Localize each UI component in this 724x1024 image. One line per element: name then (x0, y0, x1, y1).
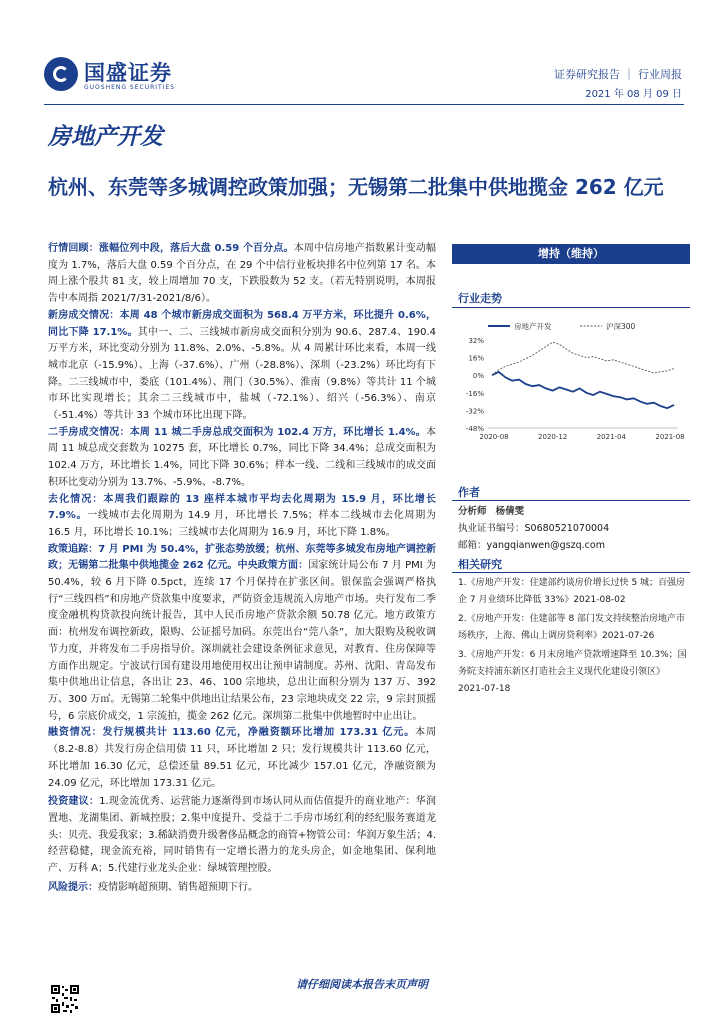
analyst-name: 杨倩雯 (495, 506, 525, 517)
legend-label: 房地产开发 (514, 322, 552, 331)
report-headline: 杭州、东莞等多城调控政策加强；无锡第二批集中供地揽金 262 亿元 (48, 175, 664, 199)
paragraph (48, 880, 436, 897)
report-type: 证券研究报告 ｜ 行业周报 (554, 68, 682, 81)
related-research-list (458, 575, 690, 700)
paragraph (48, 725, 436, 792)
analyst-label: 分析师 (458, 506, 487, 517)
paragraph (48, 425, 436, 492)
email-link[interactable]: yangqianwen@gszq.com (486, 540, 605, 551)
related-item[interactable]: 1.《房地产开发：住建部约谈房价增长过快 5 城；百强房企 7 月业绩环比降低 33%》2021-08-02 (458, 578, 686, 605)
authors-block (458, 503, 688, 554)
company-logo (44, 57, 194, 97)
paragraph-lead: 本周我们跟踪的 13 座样本城市平均去化周期为 15.9 月，环比增长 7.9%。 (48, 493, 437, 522)
company-name-cn: 国盛证券 (84, 61, 172, 85)
y-tick-label: -48% (465, 425, 484, 433)
paragraph (48, 308, 436, 425)
paragraph-lead: 7 月 PMI 为 50.4%，扩张态势放缓；杭州、东莞等多城发布房地产调控新政；无锡第二批集中供地揽金 262 亿元。中央政策方面： (48, 543, 436, 572)
paragraph-label: 政策追踪： (48, 543, 99, 555)
paragraph-label: 去化情况： (48, 493, 104, 505)
footer-disclaimer: 请仔细阅读本报告末页声明 (296, 978, 428, 991)
paragraph-label: 融资情况： (48, 727, 103, 739)
rating-badge: 增持（维持） (452, 244, 690, 264)
paragraph-lead: 发行规模共计 113.60 亿元，净融资额环比增加 173.31 亿元。 (102, 727, 416, 739)
paragraph-text: 本周（8.2-8.8）共发行房企信用债 11 只，环比增加 2 只；发行规模共计 113.60 亿元，环比增加 16.30 亿元，总偿还量 89.51 亿元，环比减少 157.01 亿元，净融资额为 24.09 亿元，环比增加 173.31 亿元。 (48, 727, 437, 789)
related-item[interactable]: 3.《房地产开发：6 月末房地产贷款增速降至 10.3%；国务院支持浦东新区打造社会主义现代化建设引领区》2021-07-18 (458, 650, 687, 694)
paragraph-label: 投资建议： (48, 796, 100, 808)
paragraph-text: 疫情影响超预期、销售超预期下行。 (98, 881, 258, 893)
x-tick-label: 2021-08 (655, 433, 685, 441)
paragraph-lead: 涨幅位列中段，落后大盘 0.59 个百分点。 (98, 243, 294, 254)
y-tick-label: -32% (465, 407, 484, 416)
paragraph-label: 二手房成交情况： (48, 426, 130, 438)
x-tick-label: 2020-12 (538, 433, 568, 441)
paragraph (48, 492, 436, 542)
related-section-divider (452, 572, 690, 573)
paragraph-lead: 本周 11 城二手房总成交面积为 102.4 万方，环比增长 1.4%。 (129, 426, 426, 438)
paragraph-text: 本周中信房地产指数累计变动幅度为 1.7%，落后大盘 0.59 个百分点，在 29 个中信行业板块排名中位列第 17 名。本周上涨个股共 81 支，较上周增加 70 支，下跌股数为 52 支。（若无特别说明，本周报告中本周指 2021/7/31-2021/8/6）。 (48, 243, 437, 305)
paragraph-label: 风险提示： (48, 881, 98, 893)
sector-title: 房地产开发 (48, 124, 163, 150)
paragraph (48, 542, 436, 726)
report-date: 2021 年 08 月 09 日 (585, 89, 682, 100)
cert-number: S0680521070004 (524, 523, 610, 534)
authors-section-divider (452, 500, 690, 501)
paragraph-label: 新房成交情况： (48, 309, 120, 321)
y-tick-label: 16% (468, 354, 484, 363)
paragraph-text: 国家统计局公布 7 月 PMI 为 50.4%，较 6 月下降 0.5pct，连续 17 个月保持在扩张区间。银保监会强调严格执行“三线四档”和房地产贷款集中度要求，严防资金违规流入房地产市场。央行发布二季度金融机构贷款投向统计报告，其中人民币房地产贷款余额 50.78 亿元。地方政策方面：杭州发布调控新政，限购、公证摇号加码。东莞出台“莞八条”，加大限购及税收调节力度，并将发布二手房指导价。深圳就社会建设条例征求意见，对教育、住房保障等方面作出规定。宁波试行国有建设用地使用权出让预申请制度。苏州、沈阳、青岛发布集中供地出让信息，各出让 23、46、100 宗地块，总出让面积分别为 137 万、392 万、300 万㎡。无锡第二轮集中供地出让结果公布，23 宗地块成交 22 宗，9 宗封顶摇号，6 宗底价成交，1 宗流拍，揽金 262 亿元。深圳第二批集中供地暂时中止出让。 (48, 560, 436, 722)
legend-label: 沪深300 (606, 322, 636, 331)
paragraph-label: 行情回顾： (48, 243, 99, 254)
logo-mark-icon (44, 57, 78, 91)
related-item[interactable]: 2.《房地产开发：住建部等 8 部门发文持续整治房地产市场秩序，上海、佛山上调房贷利率》2021-07-26 (458, 614, 686, 641)
paragraph-text: 1.现金流优秀、运营能力逐渐得到市场认同从而估值提升的商业地产：华润置地、龙湖集团、新城控股；2.集中度提升、受益于二手房市场红利的经纪服务赛道龙头：贝壳、我爱我家；3.稀缺消费升级奢侈品概念的商管+物管公司：华润万象生活；4.经营稳健，现金流充裕，同时销售有一定增长潜力的龙头房企，如金地集团、保利地产、万科 A；5.代建行业龙头企业：绿城管理控股。 (48, 796, 437, 875)
series-line-real-estate (492, 372, 674, 408)
paragraph-lead: 本周 48 个城市新房成交面积为 568.4 万平方米，环比提升 0.6%，同比下降 17.1%。 (48, 309, 436, 338)
paragraph-text: 其中一、二、三线城市新房成交面积分别为 90.6、287.4、190.4 万平方米，环比变动分别为 11.8%、2.0%、-5.8%。从 4 周累计环比来看，本周一线城市北京（-15.9%）、上海（-37.6%）、广州（-28.8%）、深圳（-23.2%）环比均有下降。二三线城市中，娄底（101.4%）、荆门（30.5%）、淮南（9.8%）等共计 11 个城市环比实现增长；其余二三线城市中，盐城（-72.1%）、绍兴（-56.3%）、南京（-51.4%）等共计 33 个城市环比出现下降。 (48, 326, 436, 422)
paragraph-text: 本周 11 城总成交套数为 10275 套，环比增长 0.7%，同比下降 34.4%；总成交面积为 102.4 万方，环比增长 1.4%，同比下降 30.6%；样本一线、二线和三线城市的成交面积环比变动分别为 13.7%、-5.9%、-8.7%。 (48, 426, 436, 488)
y-tick-label: -16% (465, 389, 484, 398)
x-tick-label: 2021-04 (596, 433, 626, 441)
main-body (48, 241, 436, 896)
y-tick-label: 32% (468, 337, 484, 345)
paragraph-text: 一线城市去化周期为 14.9 月，环比增长 7.5%；样本二线城市去化周期为 16.5 月，环比增长 10.1%；三线城市去化周期为 16.9 月，环比下降 1.8%。 (48, 510, 437, 538)
header-divider (44, 104, 684, 105)
trend-section-title: 行业走势 (458, 292, 502, 305)
trend-chart (452, 318, 688, 448)
related-section-title: 相关研究 (458, 558, 502, 571)
email-label: 邮箱： (458, 540, 487, 551)
paragraph (48, 794, 436, 878)
paragraph (48, 241, 436, 308)
cert-label: 执业证书编号： (458, 523, 525, 534)
series-line-hs300 (492, 342, 674, 375)
company-name-en: GUOSHENG SECURITIES (84, 84, 176, 91)
y-tick-label: 0% (472, 372, 484, 381)
authors-section-title: 作者 (458, 486, 480, 499)
trend-section-divider (452, 307, 690, 308)
x-tick-label: 2020-08 (479, 433, 509, 441)
